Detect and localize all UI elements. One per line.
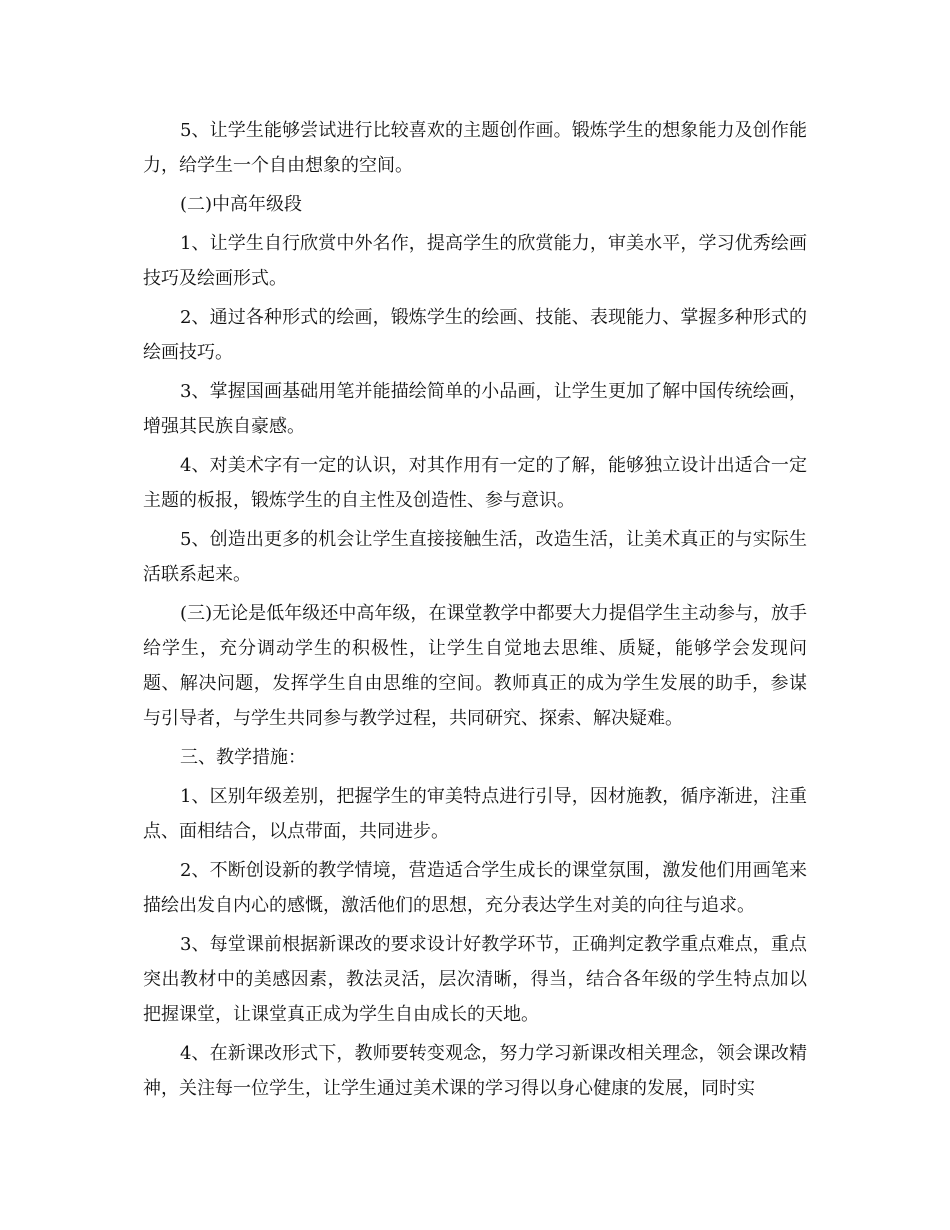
paragraph-measure-4: 4、在新课改形式下，教师要转变观念，努力学习新课改相关理念，领会课改精神，关注每一位学生，让学生通过美术课的学习得以身心健康的发展，同时实 xyxy=(143,1043,807,1099)
paragraph-measure-2: 2、不断创设新的教学情境，营造适合学生成长的课堂氛围，激发他们用画笔来描绘出发自内心的感慨，激活他们的思想，充分表达学生对美的向往与追求。 xyxy=(143,860,807,916)
paragraph-goal-1-appreciation: 1、让学生自行欣赏中外名作，提高学生的欣赏能力，审美水平，学习优秀绘画技巧及绘画形式。 xyxy=(143,233,807,289)
paragraph-goal-5-life-connection: 5、创造出更多的机会让学生直接接触生活，改造生活，让美术真正的与实际生活联系起来。 xyxy=(143,529,807,585)
section-heading-teaching-measures: 三、教学措施： xyxy=(180,747,306,768)
paragraph-goal-2-painting-forms: 2、通过各种形式的绘画，锻炼学生的绘画、技能、表现能力、掌握多种形式的绘画技巧。 xyxy=(143,307,807,363)
paragraph-measure-1: 1、区别年级差别，把握学生的审美特点进行引导，因材施教，循序渐进，注重点、面相结合，以点带面，共同进步。 xyxy=(143,786,807,842)
document-body xyxy=(143,113,807,1110)
paragraph-goal-4-art-lettering: 4、对美术字有一定的认识，对其作用有一定的了解，能够独立设计出适合一定主题的板报，锻炼学生的自主性及创造性、参与意识。 xyxy=(143,455,807,511)
paragraph-goal-3-chinese-painting: 3、掌握国画基础用笔并能描绘简单的小品画，让学生更加了解中国传统绘画，增强其民族自豪感。 xyxy=(143,381,807,437)
paragraph-goal-5-theme-creation: 5、让学生能够尝试进行比较喜欢的主题创作画。锻炼学生的想象能力及创作能力，给学生一个自由想象的空间。 xyxy=(143,120,807,176)
section-heading-middle-high-grades: (二)中高年级段 xyxy=(180,194,303,215)
paragraph-measure-3: 3、每堂课前根据新课改的要求设计好教学环节，正确判定教学重点难点，重点突出教材中的美感因素，教法灵活，层次清晰，得当，结合各年级的学生特点加以把握课堂，让课堂真正成为学生自由成长的天地。 xyxy=(143,934,807,1025)
paragraph-section-3-participation: (三)无论是低年级还中高年级，在课堂教学中都要大力提倡学生主动参与，放手给学生，充分调动学生的积极性，让学生自觉地去思维、质疑，能够学会发现问题、解决问题，发挥学生自由思维的空间。教师真正的成为学生发展的助手，参谋与引导者，与学生共同参与教学过程，共同研究、探索、解决疑难。 xyxy=(143,603,807,729)
